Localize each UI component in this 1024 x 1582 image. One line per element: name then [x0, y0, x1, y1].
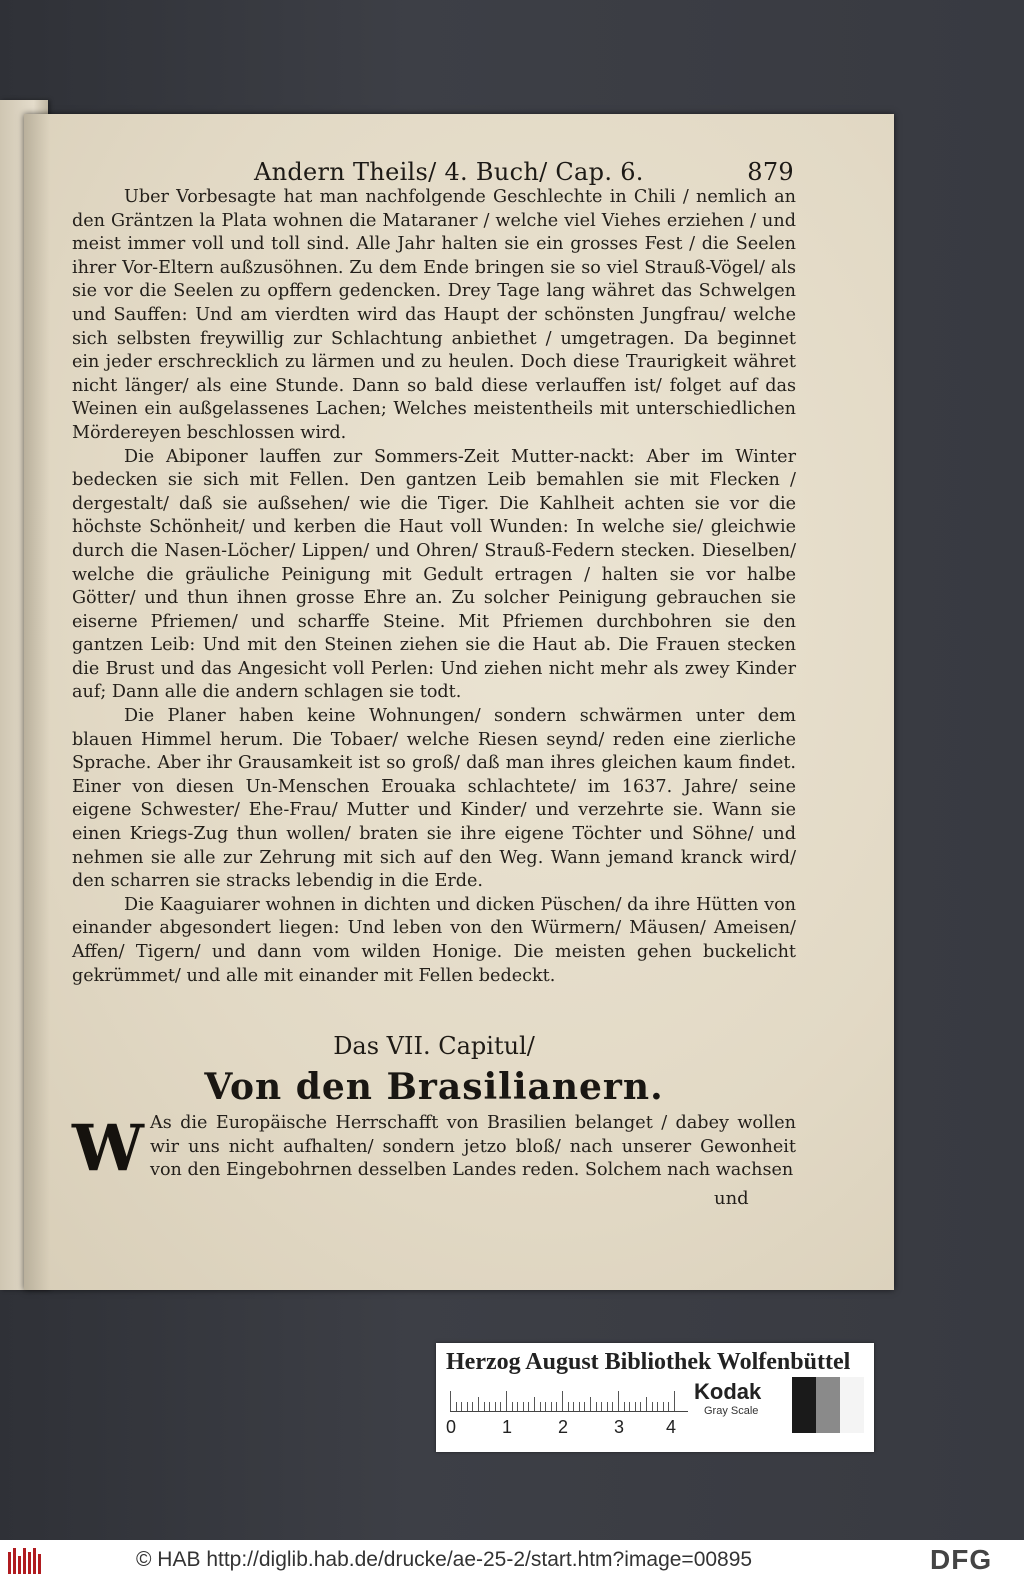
page-number: 879 [747, 158, 794, 186]
ruler-tick [646, 1397, 647, 1411]
ruler-tick [618, 1391, 619, 1411]
ruler-tick [640, 1402, 641, 1411]
library-name: Herzog August Bibliothek Wolfenbüttel [446, 1349, 851, 1375]
ruler-tick [484, 1402, 485, 1411]
ruler-tick [652, 1402, 653, 1411]
paragraph-abiponer: Die Abiponer lauffen zur Sommers-Zeit Mutter-nackt: Aber im Winter bedecken sie sich mit Fellen. Den gantzen Leib bemahlen sie mit Flecken / dergestalt/ daß sie außsehen/ wie die Tiger. Die Kahlheit achten sie vor die höchste Schönheit/ und kerben die Haut voll Wunden: In welche sie/ gleichwie durch die Nasen-Löcher/ Lippen/ und Ohren/ Strauß-Federn stecken. Dieselben/ welche die gräuliche Peinigung mit Gedult ertragen / halten sie vor halbe Götter/ und thun ihnen grosse Ehre an. Zu solcher Peinigung gebrauchen sie eiserne Pfriemen/ und scharffe Steine. Mit Pfriemen durchbohren sie den gantzen Leib: Und mit den Steinen ziehen sie die Haut ab. Die Frauen stecken die Brust und das Angesicht voll Perlen: Und ziehen nicht mehr als zwey Kinder auf; Dann alle die andern schlagen sie todt. [72, 446, 796, 703]
ruler-tick [456, 1402, 457, 1411]
paragraph-mataraner: Uber Vorbesagte hat man nachfolgende Geschlechte in Chili / nemlich an den Gräntzen la Plata wohnen die Mataraner / welche viel Viehes erziehen / und meist immer voll und toll sind. Alle Jahr halten sie ein grosses Fest / die Seelen ihrer Vor-Eltern außzusöhnen. Zu dem Ende bringen sie so viel Strauß-Vögel/ als sie vor die Seelen zu opffern gedencken. Drey Tage lang währet das Schwelgen und Sauffen: Und am vierdten wird das Haupt der schönsten Jungfrau/ welche sich selbsten freywillig zur Schlachtung anbiethet / umgetragen. Da beginnet ein jeder erschrecklich zu lärmen und zu heulen. Doch diese Traurigkeit währet nicht länger/ als eine Stunde. Dann so bald diese verlauffen ist/ folget auf das Weinen ein außgelassenes Lachen; Welches meistentheils mit unterschiedlichen Mördereyen beschlossen wird. [72, 187, 796, 443]
ruler-number: 4 [666, 1417, 677, 1437]
ruler-tick [450, 1391, 451, 1411]
ruler-tick [590, 1397, 591, 1411]
footer-bar [0, 1540, 1024, 1582]
ruler-tick [624, 1402, 625, 1411]
chapter-number: Das VII. Capitul/ [333, 1032, 535, 1060]
color-scale-card [436, 1343, 874, 1452]
page-gutter-shadow [24, 114, 50, 1290]
gray-patch-light [840, 1377, 864, 1433]
gray-patches [792, 1377, 864, 1433]
kodak-logo: Kodak [694, 1379, 762, 1404]
ruler-tick [506, 1391, 507, 1411]
paragraph-planer: Die Planer haben keine Wohnungen/ sondern schwärmen unter dem blauen Himmel herum. Die Tobaer/ welche Riesen seynd/ reden eine zierliche Sprache. Aber ihr Grausamkeit ist so groß/ daß man ihres gleichen kaum findet. Einer von diesen Un-Menschen Erouaka schlachtete/ im 1637. Jahre/ seine eigene Schwester/ Ehe-Frau/ Mutter und Kinder/ und verzehrte sie. Wann sie einen Kriegs-Zug thun wollen/ braten sie ihre eigene Töchter und Söhne/ und nehmen sie alle zur Zehrung mit sich auf den Weg. Wann jemand kranck wird/ den scharren sie stracks lebendig in die Erde. [72, 706, 796, 892]
ruler-tick [601, 1402, 602, 1411]
ruler-number: 1 [502, 1417, 513, 1437]
ruler-tick [635, 1402, 636, 1411]
ruler-tick [528, 1402, 529, 1411]
ruler-ticks [450, 1389, 688, 1412]
ruler-tick [517, 1402, 518, 1411]
book-page [24, 114, 894, 1290]
chapter-title: Von den Brasilianern. [204, 1066, 664, 1108]
ruler-tick [584, 1402, 585, 1411]
ruler-number: 0 [446, 1417, 457, 1437]
ruler-tick [562, 1391, 563, 1411]
ruler-tick [472, 1402, 473, 1411]
ruler-tick [540, 1402, 541, 1411]
gray-scale-label: Gray Scale [704, 1405, 759, 1417]
ruler-tick [674, 1391, 675, 1411]
ruler-tick [500, 1402, 501, 1411]
ruler-tick [657, 1402, 658, 1411]
ruler-tick [573, 1402, 574, 1411]
copyright-url: © HAB http://diglib.hab.de/drucke/ae-25-2/start.htm?image=00895 [136, 1548, 753, 1571]
gray-patch-mid [816, 1377, 840, 1433]
catchword: und [714, 1188, 749, 1209]
ruler-tick [579, 1402, 580, 1411]
ruler-tick [568, 1402, 569, 1411]
hab-logo-icon [8, 1548, 48, 1574]
opening-text: As die Europäische Herrschafft von Brasilien belanget / dabey wollen wir uns nicht aufhalten/ sondern jetzo bloß/ nach unserer Gewonheit von den Eingebohrnen desselben Landes reden. Solchem nach wachsen [150, 1113, 796, 1181]
ruler-number: 3 [614, 1417, 625, 1437]
ruler-tick [668, 1402, 669, 1411]
running-head-title: Andern Theils/ 4. Buch/ Cap. 6. [254, 158, 644, 186]
dfg-logo: DFG [930, 1544, 993, 1575]
ruler-tick [607, 1402, 608, 1411]
ruler-tick [596, 1402, 597, 1411]
decorated-initial: W [72, 1111, 144, 1186]
ruler-tick [556, 1402, 557, 1411]
ruler-numbers [436, 1417, 716, 1439]
gray-patch-dark [792, 1377, 816, 1433]
ruler-tick [489, 1402, 490, 1411]
ruler-tick [467, 1402, 468, 1411]
ruler-tick [478, 1397, 479, 1411]
ruler-tick [612, 1402, 613, 1411]
ruler-tick [545, 1402, 546, 1411]
ruler-tick [461, 1402, 462, 1411]
ruler-tick [495, 1402, 496, 1411]
ruler-number: 2 [558, 1417, 569, 1437]
ruler-tick [523, 1402, 524, 1411]
ruler-tick [629, 1402, 630, 1411]
ruler-tick [534, 1397, 535, 1411]
ruler-tick [512, 1402, 513, 1411]
ruler-tick [551, 1402, 552, 1411]
body-text [72, 186, 796, 988]
chapter-opening [72, 1111, 796, 1186]
ruler-tick [663, 1402, 664, 1411]
paragraph-kaaguiarer: Die Kaaguiarer wohnen in dichten und dicken Püschen/ da ihre Hütten von einander abgesondert liegen: Und leben von den Würmern/ Mäusen/ Ameisen/ Affen/ Tigern/ und dann vom wilden Honige. Die meisten gehen buckelicht gekrümmet/ und alle mit einander mit Fellen bedeckt. [72, 894, 796, 986]
